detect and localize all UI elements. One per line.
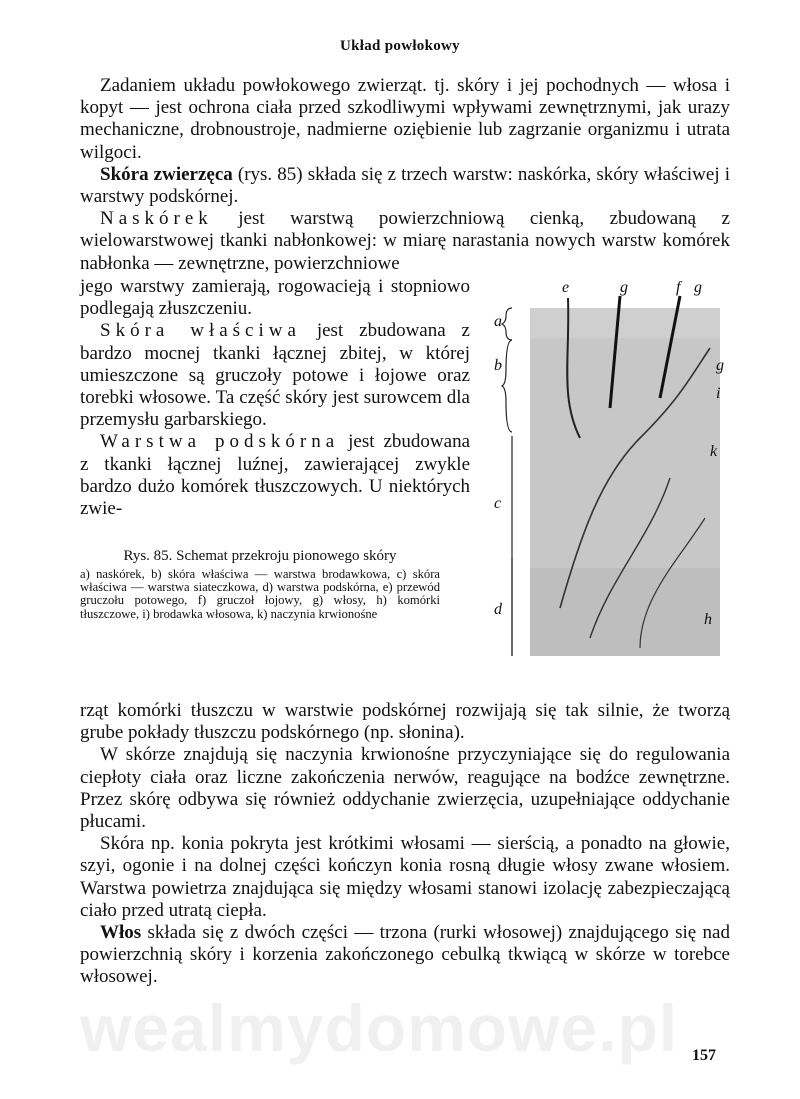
bracket-a bbox=[502, 308, 512, 340]
label-b: b bbox=[494, 357, 502, 374]
subcutis-layer bbox=[530, 568, 720, 656]
label-h: h bbox=[704, 611, 712, 628]
skin-cross-section-figure bbox=[490, 278, 730, 668]
figure-tissue bbox=[530, 296, 720, 656]
bottom-text-block bbox=[80, 700, 730, 989]
label-d: d bbox=[494, 601, 502, 618]
label-k: k bbox=[710, 443, 718, 460]
wlos-text: składa się z dwóch części — trzona (rurki włosowej) znajdującego się nad powierzchnią skóry i korzenia zakończonego cebulką tkwiącą w skórze w torebce włosowej. bbox=[80, 922, 730, 988]
paragraph-fat: rząt komórki tłuszczu w warstwie podskórnej rozwijają się tak silnie, że tworzą grube pokłady tłuszczu podskórnego (np. słonina). bbox=[80, 700, 730, 744]
page-header: Układ powłokowy bbox=[340, 38, 460, 54]
naskorek-term: Naskórek bbox=[100, 208, 213, 230]
naskorek-text: jest warstwą powierzchniową cienką, zbudowaną z wielowarstwowej tkanki nabłonkowej: w miarę narastania nowych warstw komórek nabłonka — zewnętrzne, powierzchniowe bbox=[80, 208, 730, 274]
label-g-right: g bbox=[716, 357, 724, 374]
caption-body: a) naskórek, b) skóra właściwa — warstwa brodawkowa, c) skóra właściwa — warstwa siateczkowa, d) warstwa podskórna, e) przewód gruczołu potowego, f) gruczoł łojowy, g) włosy, h) komórki tłuszczowe, i) brodawka włosowa, k) naczynia krwionośne bbox=[80, 567, 440, 621]
figure-bracket-lines bbox=[502, 308, 512, 656]
paragraph-wlos bbox=[80, 922, 730, 989]
top-text-block bbox=[80, 75, 730, 275]
bracket-b bbox=[502, 340, 512, 432]
skin-text: (rys. 85) składa się z trzech warstw: naskórka, skóry właściwej i warstwy podskórnej. bbox=[80, 163, 730, 208]
paragraph-hair-horse: Skóra np. konia pokryta jest krótkimi włosami — sierścią, a ponadto na głowie, szyi, ogonie i na dolnej części kończyn konia rosną długie włosy zwane włosiem. Warstwa powietrza znajdująca się między włosami stanowi izolację zabezpieczającą ciało przed utratą ciepła. bbox=[80, 833, 730, 921]
figure-caption bbox=[80, 548, 440, 621]
paragraph-vessels: W skórze znajdują się naczynia krwionośne przyczyniające się do regulowania ciepłoty ciała oraz liczne zakończenia nerwów, reagujące na bodźce zewnętrzne. Przez skórę odbywa się również oddychanie zwierzęcia, uzupełniające oddychanie płucami. bbox=[80, 744, 730, 833]
epidermis-layer bbox=[530, 308, 720, 338]
warstwa-term: Warstwa podskórna bbox=[100, 431, 340, 453]
paragraph-skin bbox=[80, 164, 730, 208]
label-e: e bbox=[562, 279, 570, 296]
float-text-block bbox=[80, 276, 470, 520]
paragraph-naskorek-cont: jego warstwy zamierają, rogowacieją i stopniowo podlegają złuszczeniu. bbox=[80, 276, 470, 320]
wlos-term: Włos bbox=[100, 922, 142, 944]
label-g-top: g bbox=[620, 279, 628, 296]
warstwa-text: jest zbudowana z tkanki łącznej luźnej, zawierającej zwykle bardzo dużo komórek tłuszczowych. U niektórych zwie- bbox=[80, 431, 471, 520]
paragraph-warstwa bbox=[80, 431, 470, 520]
label-f: f bbox=[676, 279, 681, 296]
page-number: 157 bbox=[692, 1047, 716, 1064]
skora-text: jest zbudowana z bardzo mocnej tkanki łącznej zbitej, w której umieszczone są gruczoły potowe i łojowe oraz torebki włosowe. Ta część skóry jest surowcem dla przemysłu garbarskiego. bbox=[80, 320, 470, 431]
skora-term: Skóra właściwa bbox=[100, 320, 301, 342]
label-c: c bbox=[494, 495, 502, 512]
caption-title: Rys. 85. Schemat przekroju pionowego skóry bbox=[123, 548, 397, 564]
label-i: i bbox=[716, 385, 721, 402]
dermis-layer bbox=[530, 338, 720, 568]
paragraph-intro: Zadaniem układu powłokowego zwierząt. tj. skóry i jej pochodnych — włosa i kopyt — jest ochrona ciała przed szkodliwymi wpływami zewnętrznymi, jak urazy mechaniczne, drobnoustroje, nadmierne oziębienie lub zagrzanie organizmu i utrata wilgoci. bbox=[80, 75, 730, 163]
label-a: a bbox=[494, 313, 502, 330]
paragraph-skora bbox=[80, 320, 470, 431]
label-g-top-right: g bbox=[694, 279, 702, 296]
watermark: wealmydomowe.pl bbox=[80, 991, 679, 1065]
skin-term: Skóra zwierzęca bbox=[100, 163, 233, 185]
paragraph-naskorek bbox=[80, 208, 730, 275]
